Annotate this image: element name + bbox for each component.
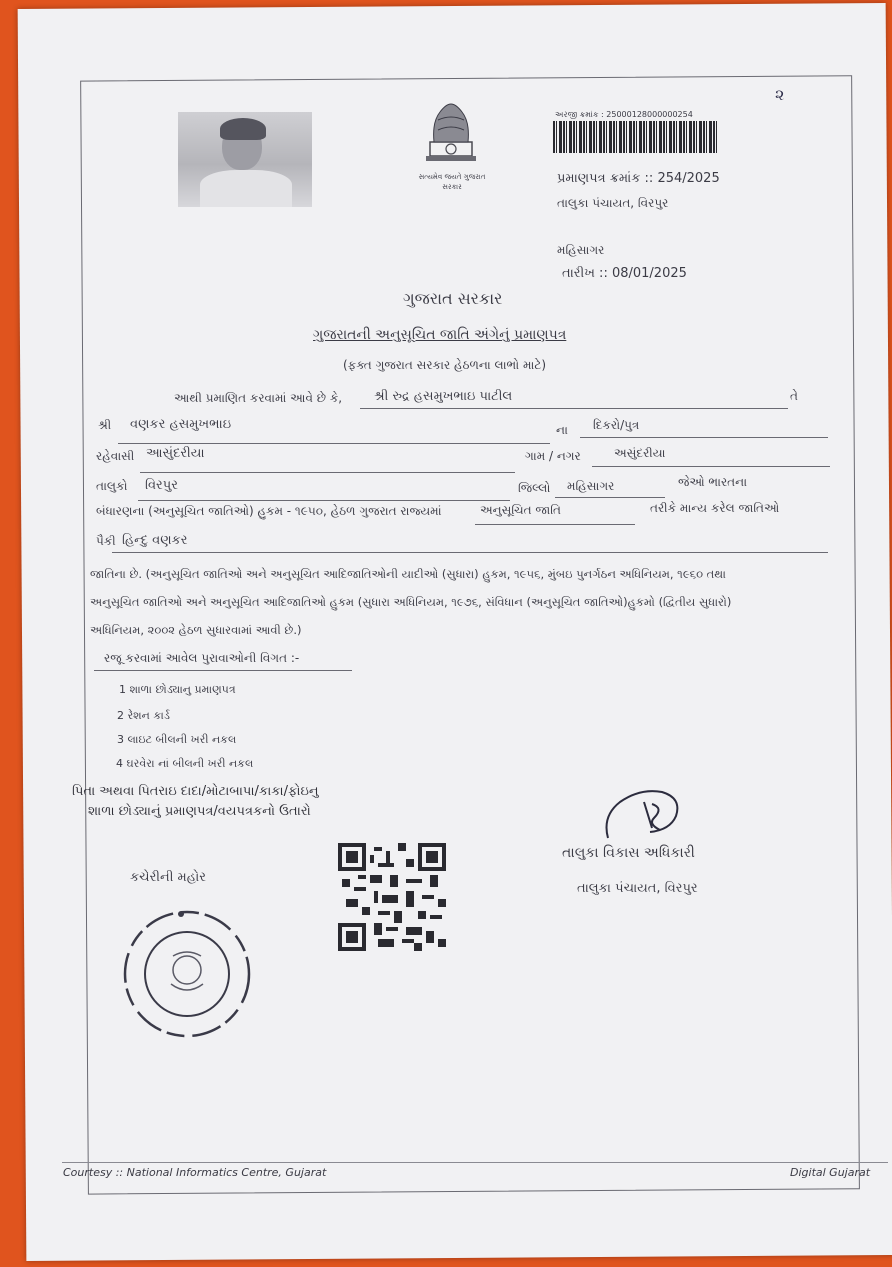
paragraph-line-3: અધિનિયમ, ૨૦૦૨ હેઠળ સુધારવામાં આવી છે.): [90, 623, 302, 637]
taluka-label: તાલુકો: [96, 479, 128, 493]
na-label: ના: [556, 423, 568, 437]
application-number: અરજી ક્રમાંક : 25000128000000254: [555, 110, 693, 119]
handwritten-note-line-1: પિતા અથવા પિતરાઇ દાદા/મોટાબાપા/કાકા/ફોઇનુ: [72, 784, 319, 799]
evidence-item-3: 3 લાઇટ બીલની ખરી નકલ: [117, 733, 237, 746]
evidence-item-4: 4 ઘરવેરા નાં બીલની ખરી નકલ: [116, 757, 254, 770]
father-name: વણકર હસમુખભાઇ: [130, 417, 232, 432]
paragraph-line-2: અનુસૂચિત જાતિઓ અને અનુસૂચિત આદિજાતિઓ હુકમ (સુધારા અધિનિયમ, ૧૯૭૬, સંવિધાન (અનુસૂચિત જાતિઓ)હુકમો (દ્વિતીય સુધારો): [90, 595, 732, 609]
office-stamp-label: કચેરીની મહોર: [130, 870, 206, 885]
who-label: જેઓ ભારતના: [678, 475, 748, 489]
district-label: જિલ્લો: [518, 481, 551, 495]
village-value: અસુંદરીયા: [614, 446, 666, 460]
emblem-caption: સત્યમેવ જયતે ગુજરાત સરકાર: [418, 173, 486, 191]
footer-brand: Digital Gujarat: [790, 1166, 871, 1179]
officer-office: તાલુકા પંચાયત, વિરપુર: [577, 881, 698, 896]
relation-value: દિકરો/પુત્ર: [593, 418, 640, 432]
intro-text: આથી પ્રમાણિત કરવામાં આવે છે કે,: [174, 391, 343, 405]
resident-label: રહેવાસી: [96, 449, 135, 463]
evidence-item-2: 2 રેશન કાર્ડ: [117, 709, 170, 722]
certificate-number: પ્રમાણપત્ર ક્રમાંક :: 254/2025: [557, 171, 720, 186]
caste-label: પૈકી: [96, 534, 116, 548]
issuing-district: મહિસાગર: [557, 243, 605, 257]
issuing-office: તાલુકા પંચાયત, વિરપુર: [557, 196, 669, 210]
evidence-item-1: 1 શાળા છોડ્યાનુ પ્રમાણપત્ર: [119, 683, 236, 696]
government-title: ગુજરાત સરકાર: [403, 289, 503, 308]
office-seal-stamp: [115, 904, 260, 1044]
constitution-text: બંધારણના (અનુસૂચિત જાતિઓ) હુકમ - ૧૯૫૦, હેઠળ ગુજરાત રાજ્યમાં: [96, 504, 442, 518]
issue-date: તારીખ :: 08/01/2025: [562, 266, 687, 281]
suffix-te: તે: [790, 389, 798, 403]
caste-value: હિન્દુ વણકર: [122, 533, 188, 548]
barcode: [553, 121, 717, 153]
handwritten-note-line-2: શાળા છોડ્યાનું પ્રમાણપત્ર/વયપત્રકનો ઉતારો: [88, 804, 311, 819]
applicant-photo: [178, 112, 312, 207]
footer-courtesy: Courtesy :: National Informatics Centre, Gujarat: [63, 1166, 327, 1179]
officer-signature: [600, 780, 690, 850]
evidence-heading: રજૂ કરવામાં આવેલ પુરાવાઓની વિગત :-: [104, 651, 300, 665]
certificate-title: ગુજરાતની અનુસૂચિત જાતિ અંગેનું પ્રમાણપત્ર: [313, 327, 567, 343]
category-value: અનુસૂચિત જાતિ: [480, 503, 561, 517]
taluka-value: વિરપુર: [145, 478, 178, 493]
paragraph-line-1: જાતિના છે. (અનુસૂચિત જાતિઓ અને અનુસૂચિત આદિજાતિઓની યાદીઓ (સુધારા) હુકમ, ૧૯૫૬, મુંબઇ પુનર્ગઠન અધિનિયમ, ૧૯૬૦ તથા: [90, 567, 726, 581]
corner-mark: ૨: [775, 85, 785, 104]
district-value: મહિસાગર: [567, 479, 615, 493]
village-label: ગામ / નગર: [525, 449, 581, 463]
officer-title: તાલુકા વિકાસ અધિકારી: [562, 845, 695, 861]
recognized-text: તરીકે માન્ય કરેલ જાતિઓ: [650, 501, 780, 515]
certificate-subtitle: (ફક્ત ગુજરાત સરકાર હેઠળના લાભો માટે): [343, 358, 547, 372]
resident-value: આસુંદરીયા: [146, 446, 205, 461]
applicant-name: શ્રી રુદ્ર હસમુખભાઇ પાટીલ: [374, 389, 513, 404]
qr-code: [338, 842, 446, 952]
shri-label: શ્રી: [98, 418, 112, 432]
